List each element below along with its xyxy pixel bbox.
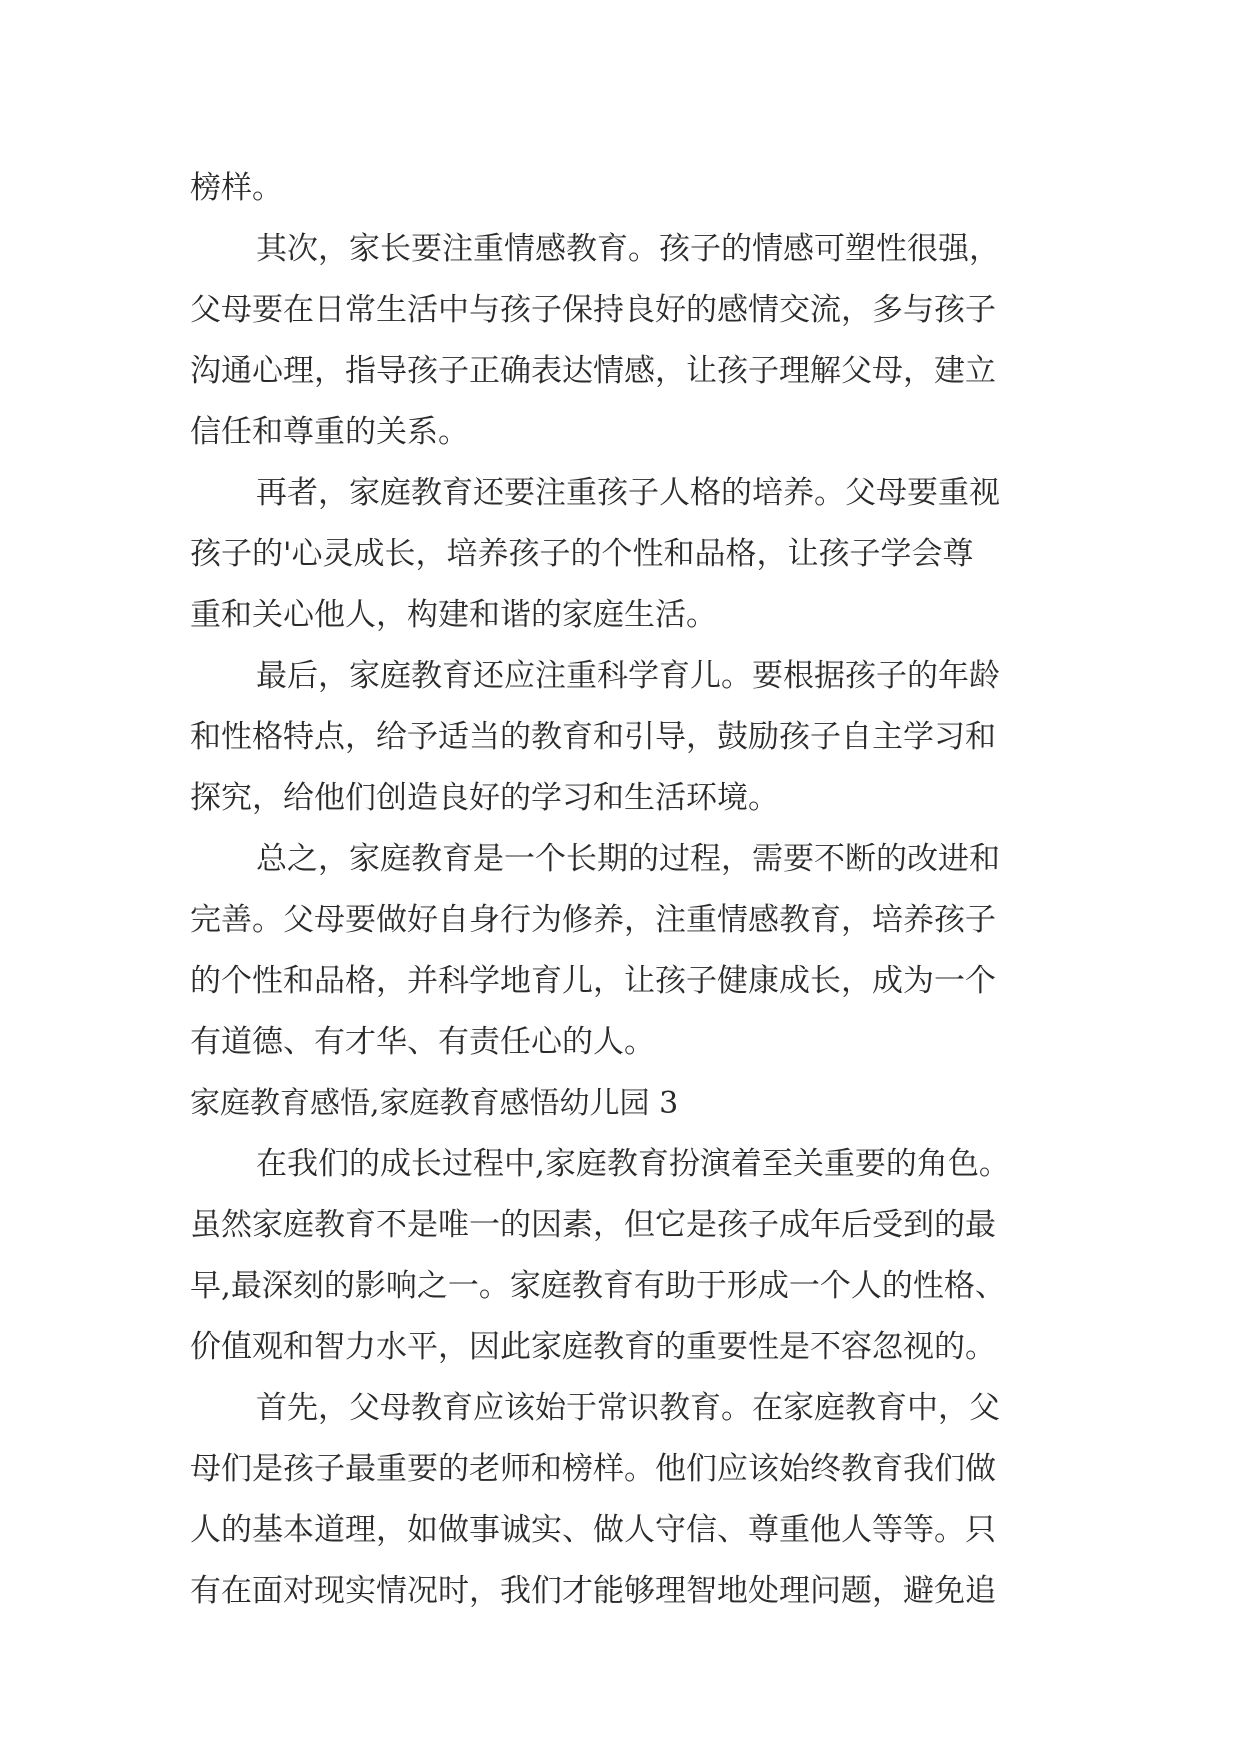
text-line bbox=[190, 1561, 1060, 1622]
line-text: 重和关心他人，构建和谐的家庭生活。 bbox=[190, 597, 717, 633]
heading-text: 家庭教育感悟,家庭教育感悟幼儿园 3 bbox=[190, 1086, 679, 1121]
line-text: 虽然家庭教育不是唯一的因素，但它是孩子成年后受到的最 bbox=[190, 1207, 996, 1243]
text-line bbox=[190, 341, 1060, 402]
text-line bbox=[190, 1256, 1060, 1317]
text-line bbox=[190, 1195, 1060, 1256]
line-text: 总之，家庭教育是一个长期的过程，需要不断的改进和 bbox=[256, 841, 1000, 877]
text-line bbox=[190, 524, 1060, 585]
line-text: 在我们的成长过程中,家庭教育扮演着至关重要的角色。 bbox=[256, 1146, 1010, 1182]
line-text: 父母要在日常生活中与孩子保持良好的感情交流，多与孩子 bbox=[190, 292, 996, 328]
line-text: 早,最深刻的影响之一。家庭教育有助于形成一个人的性格、 bbox=[190, 1268, 1006, 1304]
paragraph-first-line bbox=[190, 463, 1060, 524]
text-line bbox=[190, 402, 1060, 463]
text-line bbox=[190, 158, 1060, 219]
text-line bbox=[190, 1439, 1060, 1500]
line-text: 有道德、有才华、有责任心的人。 bbox=[190, 1024, 655, 1060]
text-line bbox=[190, 951, 1060, 1012]
text-line bbox=[190, 1012, 1060, 1073]
line-text: 完善。父母要做好自身行为修养，注重情感教育，培养孩子 bbox=[190, 902, 996, 938]
line-text: 榜样。 bbox=[190, 170, 283, 206]
document-body bbox=[190, 158, 1060, 1622]
line-text: 首先，父母教育应该始于常识教育。在家庭教育中，父 bbox=[256, 1390, 1000, 1426]
text-line bbox=[190, 1317, 1060, 1378]
line-text: 孩子的'心灵成长，培养孩子的个性和品格，让孩子学会尊 bbox=[190, 536, 974, 572]
paragraph-first-line bbox=[190, 1134, 1060, 1195]
text-line bbox=[190, 707, 1060, 768]
text-line bbox=[190, 585, 1060, 646]
line-text: 信任和尊重的关系。 bbox=[190, 414, 469, 450]
line-text: 母们是孩子最重要的老师和榜样。他们应该始终教育我们做 bbox=[190, 1451, 996, 1487]
line-text: 再者，家庭教育还要注重孩子人格的培养。父母要重视 bbox=[256, 475, 1000, 511]
section-heading bbox=[190, 1073, 1060, 1134]
paragraph-first-line bbox=[190, 219, 1060, 280]
text-line bbox=[190, 890, 1060, 951]
line-text: 有在面对现实情况时，我们才能够理智地处理问题，避免追 bbox=[190, 1573, 996, 1609]
line-text: 其次，家长要注重情感教育。孩子的情感可塑性很强， bbox=[256, 231, 1000, 267]
paragraph-first-line bbox=[190, 829, 1060, 890]
line-text: 探究，给他们创造良好的学习和生活环境。 bbox=[190, 780, 779, 816]
paragraph-first-line bbox=[190, 1378, 1060, 1439]
text-line bbox=[190, 768, 1060, 829]
text-line bbox=[190, 1500, 1060, 1561]
line-text: 的个性和品格，并科学地育儿，让孩子健康成长，成为一个 bbox=[190, 963, 996, 999]
text-line bbox=[190, 280, 1060, 341]
line-text: 最后，家庭教育还应注重科学育儿。要根据孩子的年龄 bbox=[256, 658, 1000, 694]
paragraph-first-line bbox=[190, 646, 1060, 707]
line-text: 人的基本道理，如做事诚实、做人守信、尊重他人等等。只 bbox=[190, 1512, 996, 1548]
line-text: 价值观和智力水平，因此家庭教育的重要性是不容忽视的。 bbox=[190, 1329, 996, 1365]
line-text: 和性格特点，给予适当的教育和引导，鼓励孩子自主学习和 bbox=[190, 719, 996, 755]
line-text: 沟通心理，指导孩子正确表达情感，让孩子理解父母，建立 bbox=[190, 353, 996, 389]
